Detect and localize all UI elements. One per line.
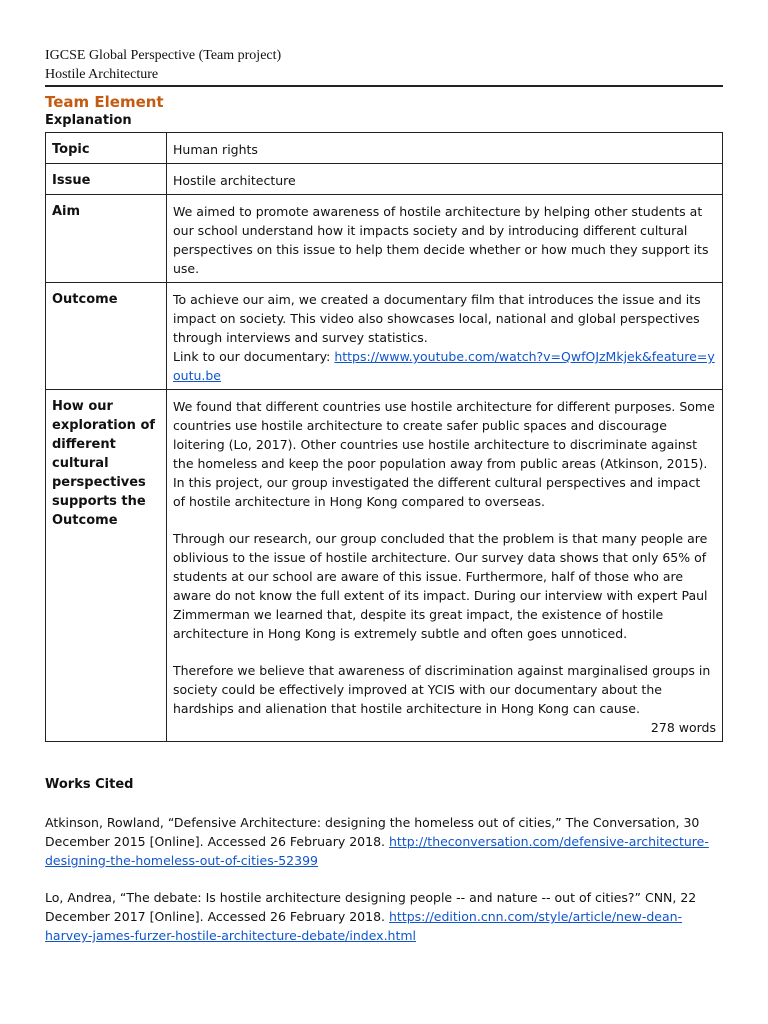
sub-title: Explanation bbox=[45, 113, 132, 128]
aim-label: Aim bbox=[46, 195, 167, 283]
works-cited-title: Works Cited bbox=[45, 777, 134, 792]
course-title: IGCSE Global Perspective (Team project) bbox=[45, 48, 282, 63]
citation-atkinson bbox=[45, 813, 723, 870]
outcome-label: Outcome bbox=[46, 283, 167, 390]
citation-text: Atkinson, Rowland, “Defensive Architecture: designing the homeless out of cities,” The Conversation, 30 December 2015 [Online]. Accessed 26 February 2018. bbox=[45, 815, 700, 849]
explanation-table bbox=[45, 132, 723, 742]
outcome-value bbox=[167, 283, 723, 390]
aim-value: We aimed to promote awareness of hostile architecture by helping other students at our school understand how it impacts society and by introducing different cultural perspectives on this issue to help them decide whether or how much they support its use. bbox=[167, 195, 723, 283]
citation-link[interactable]: https://edition.cnn.com/style/article/new-dean-harvey-james-furzer-hostile-architecture-debate/index.html bbox=[45, 909, 683, 943]
exploration-value bbox=[167, 390, 723, 742]
table-row-issue bbox=[46, 164, 723, 195]
documentary-link[interactable]: https://www.youtube.com/watch?v=QwfOJzMkjek&feature=youtu.be bbox=[173, 349, 715, 383]
document-page bbox=[45, 46, 723, 945]
word-count: 278 words bbox=[650, 720, 716, 735]
exploration-paragraph-3: Therefore we believe that awareness of discrimination against marginalised groups in society could be effectively improved at YCIS with our documentary about the hardships and alienation that hostile architecture in Hong Kong can cause. bbox=[173, 663, 711, 716]
outcome-link-prefix: Link to our documentary: bbox=[173, 349, 335, 364]
table-row-exploration bbox=[46, 390, 723, 742]
citation-text: Lo, Andrea, “The debate: Is hostile architecture designing people -- and nature -- out of cities?” CNN, 22 December 2017 [Online]. Accessed 26 February 2018. bbox=[45, 890, 697, 924]
citation-lo bbox=[45, 888, 723, 945]
citation-link[interactable]: http://theconversation.com/defensive-architecture-designing-the-homeless-out-of-cities-52399 bbox=[45, 834, 709, 868]
issue-label: Issue bbox=[46, 164, 167, 195]
topic-value: Human rights bbox=[167, 133, 723, 164]
section-title: Team Element bbox=[45, 93, 164, 111]
outcome-text: To achieve our aim, we created a documentary film that introduces the issue and its impact on society. This video also showcases local, national and global perspectives through interviews and survey statistics. bbox=[173, 292, 701, 345]
table-row-aim bbox=[46, 195, 723, 283]
exploration-label: How our exploration of different cultural perspectives supports the Outcome bbox=[46, 390, 167, 742]
table-row-topic bbox=[46, 133, 723, 164]
outcome-link-line bbox=[173, 347, 716, 385]
exploration-paragraph-1: We found that different countries use hostile architecture for different purposes. Some countries use hostile architecture to create safer public spaces and discourage loitering (Lo, 2017). Other countries use hostile architecture to discriminate against the homeless and keep the poor population away from public areas (Atkinson, 2015). In this project, our group investigated the different cultural perspectives and impact of hostile architecture in Hong Kong compared to overseas. bbox=[173, 399, 715, 509]
exploration-paragraph-2: Through our research, our group concluded that the problem is that many people are oblivious to the issue of hostile architecture. Our survey data shows that only 65% of students at our school are aware of this issue. Furthermore, half of those who are aware do not know the full extent of its impact. During our interview with expert Paul Zimmerman we learned that, despite its great impact, the existence of hostile architecture in Hong Kong is extremely subtle and often goes unnoticed. bbox=[173, 531, 708, 641]
issue-value: Hostile architecture bbox=[167, 164, 723, 195]
topic-label: Topic bbox=[46, 133, 167, 164]
table-row-outcome bbox=[46, 283, 723, 390]
project-title: Hostile Architecture bbox=[45, 67, 159, 82]
header-divider bbox=[45, 85, 723, 87]
